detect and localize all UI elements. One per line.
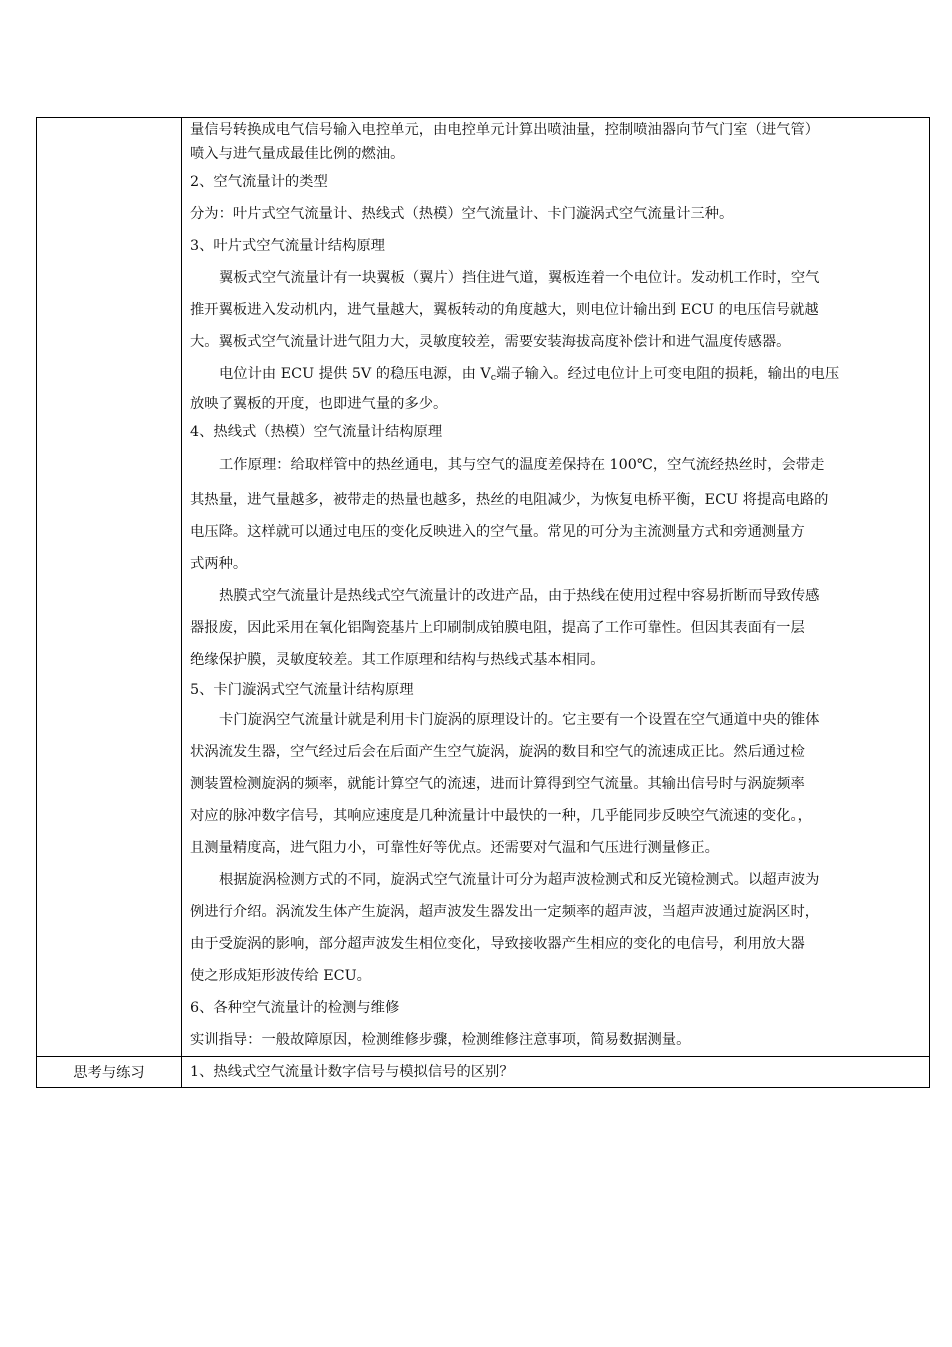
paragraph-line: 且测量精度高，进气阻力小，可靠性好等优点。还需要对气温和气压进行测量修正。 (190, 840, 719, 856)
paragraph-line: 卡门旋涡空气流量计就是利用卡门旋涡的原理设计的。它主要有一个设置在空气通道中央的锥体 (219, 712, 820, 728)
lesson-table (36, 117, 930, 1088)
subscript-c: c (490, 372, 497, 383)
paragraph-line: 器报废，因此采用在氧化铝陶瓷基片上印刷制成铂膜电阻，提高了工作可靠性。但因其表面有一层 (190, 620, 805, 636)
practice-question-cell (182, 1057, 930, 1088)
paragraph-line: 翼板式空气流量计有一块翼板（翼片）挡住进气道，翼板连着一个电位计。发动机工作时，空气 (219, 270, 820, 286)
paragraph-line: 工作原理：给取样管中的热丝通电，其与空气的温度差保持在 100℃，空气流经热丝时，会带走 (219, 457, 825, 473)
content-row (37, 118, 930, 1057)
content-cell (182, 118, 930, 1057)
paragraph-line: 式两种。 (190, 556, 248, 572)
intro-line: 喷入与进气量成最佳比例的燃油。 (190, 146, 405, 162)
section-heading: 5、卡门漩涡式空气流量计结构原理 (190, 682, 414, 698)
paragraph-line: 由于受旋涡的影响，部分超声波发生相位变化，导致接收器产生相应的变化的电信号，利用放大器 (190, 936, 805, 952)
paragraph-line: 对应的脉冲数字信号，其响应速度是几种流量计中最快的一种，几乎能同步反映空气流速的变化。， (190, 808, 812, 824)
section-heading: 4、热线式（热模）空气流量计结构原理 (190, 424, 443, 440)
paragraph-line: 测装置检测旋涡的频率，就能计算空气的流速，进而计算得到空气流量。其输出信号时与涡旋频率 (190, 776, 805, 792)
empty-label-cell (37, 118, 182, 1057)
paragraph-line: 推开翼板进入发动机内，进气量越大，翼板转动的角度越大，则电位计输出到 ECU 的电压信号就越 (190, 302, 819, 318)
paragraph-line: 电压降。这样就可以通过电压的变化反映进入的空气量。常见的可分为主流测量方式和旁通测量方 (190, 524, 805, 540)
paragraph-line (190, 358, 923, 390)
text-fragment: 端子输入。经过电位计上可变电阻的损耗，输出的电压 (496, 366, 840, 382)
practice-question: 1、热线式空气流量计数字信号与模拟信号的区别？ (190, 1064, 514, 1080)
intro-line: 量信号转换成电气信号输入电控单元，由电控单元计算出喷油量，控制喷油器向节气门室（进气管） (190, 122, 820, 138)
practice-row (37, 1057, 930, 1088)
paragraph-line: 绝缘保护膜，灵敏度较差。其工作原理和结构与热线式基本相同。 (190, 652, 605, 668)
text-fragment: 电位计由 ECU 提供 5V 的稳压电源，由 V (219, 366, 491, 382)
section-heading: 3、叶片式空气流量计结构原理 (190, 238, 385, 254)
paragraph-line: 分为：叶片式空气流量计、热线式（热模）空气流量计、卡门漩涡式空气流量计三种。 (190, 206, 734, 222)
paragraph-line: 实训指导：一般故障原因，检测维修步骤，检测维修注意事项，简易数据测量。 (190, 1032, 691, 1048)
paragraph-line: 放映了翼板的开度，也即进气量的多少。 (190, 396, 448, 412)
paragraph-line: 大。翼板式空气流量计进气阻力大，灵敏度较差，需要安装海拔高度补偿计和进气温度传感器。 (190, 334, 791, 350)
paragraph-line: 例进行介绍。涡流发生体产生旋涡，超声波发生器发出一定频率的超声波，当超声波通过旋涡区时， (190, 904, 820, 920)
section-heading: 6、各种空气流量计的检测与维修 (190, 1000, 400, 1016)
paragraph-line: 热膜式空气流量计是热线式空气流量计的改进产品，由于热线在使用过程中容易折断而导致传感 (219, 588, 820, 604)
paragraph-line: 根据旋涡检测方式的不同，旋涡式空气流量计可分为超声波检测式和反光镜检测式。以超声波为 (219, 872, 820, 888)
practice-label: 思考与练习 (37, 1057, 182, 1088)
paragraph-line: 使之形成矩形波传给 ECU。 (190, 968, 371, 984)
paragraph-line: 状涡流发生器，空气经过后会在后面产生空气旋涡，旋涡的数目和空气的流速成正比。然后通过检 (190, 744, 805, 760)
section-heading: 2、空气流量计的类型 (190, 174, 328, 190)
paragraph-line: 其热量，进气量越多，被带走的热量也越多，热丝的电阻减少，为恢复电桥平衡，ECU 将提高电路的 (190, 492, 829, 508)
